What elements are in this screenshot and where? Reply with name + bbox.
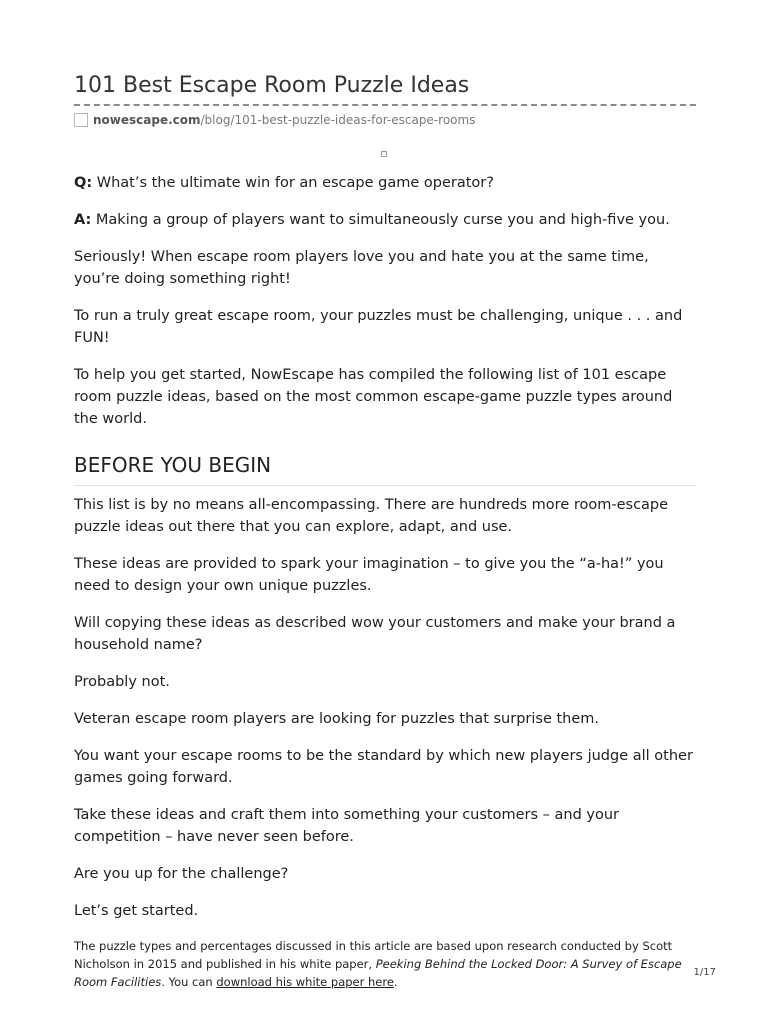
question-paragraph <box>74 172 696 194</box>
intro-paragraph: To help you get started, NowEscape has compiled the following list of 101 escape room puzzle ideas, based on the most common escape-game puzzle types around the world. <box>74 367 673 427</box>
section-heading: BEFORE YOU BEGIN <box>74 451 696 486</box>
answer-label: A: <box>74 212 92 228</box>
section-paragraph: Will copying these ideas as described wow your customers and make your brand a household name? <box>74 615 676 653</box>
source-path: /blog/101-best-puzzle-ideas-for-escape-rooms <box>200 113 476 127</box>
footnote-text: . You can <box>161 975 217 989</box>
intro-paragraph: To run a truly great escape room, your puzzles must be challenging, unique . . . and FUN! <box>74 308 683 346</box>
section-paragraph: You want your escape rooms to be the standard by which new players judge all other games going forward. <box>74 748 693 786</box>
white-paper-title: Peeking Behind the Locked Door: A Survey of Escape Room Facilities <box>74 957 682 989</box>
footnote <box>74 937 696 991</box>
intro-paragraph: Seriously! When escape room players love you and hate you at the same time, you’re doing something right! <box>74 249 649 287</box>
source-url[interactable] <box>74 110 475 130</box>
section-paragraph: Are you up for the challenge? <box>74 866 289 882</box>
article-body <box>74 172 696 991</box>
source-domain: nowescape.com <box>93 113 201 127</box>
section-paragraph: Veteran escape room players are looking for puzzles that surprise them. <box>74 711 600 727</box>
page-title: 101 Best Escape Room Puzzle Ideas <box>74 72 696 106</box>
answer-paragraph <box>74 209 696 231</box>
image-placeholder-icon <box>381 151 387 157</box>
section-paragraph: This list is by no means all-encompassing. There are hundreds more room-escape puzzle ideas out there that you can explore, adapt, and use. <box>74 497 669 535</box>
answer-text: Making a group of players want to simultaneously curse you and high-five you. <box>91 212 670 228</box>
question-label: Q: <box>74 175 93 191</box>
question-text: What’s the ultimate win for an escape game operator? <box>92 175 494 191</box>
page-number: 1/17 <box>693 967 716 978</box>
section-paragraph: Probably not. <box>74 674 170 690</box>
section-paragraph: Take these ideas and craft them into something your customers – and your competition – have never seen before. <box>74 807 619 845</box>
footnote-text: . <box>393 975 398 989</box>
footnote-text: The puzzle types and percentages discussed in this article are based upon research conducted by Scott Nicholson in 2015 and published in his white paper, <box>74 939 673 971</box>
download-white-paper-link[interactable]: download his white paper here <box>216 975 394 989</box>
favicon-icon <box>74 113 88 127</box>
section-paragraph: These ideas are provided to spark your imagination – to give you the “a-ha!” you need to design your own unique puzzles. <box>74 556 664 594</box>
section-paragraph: Let’s get started. <box>74 903 199 919</box>
